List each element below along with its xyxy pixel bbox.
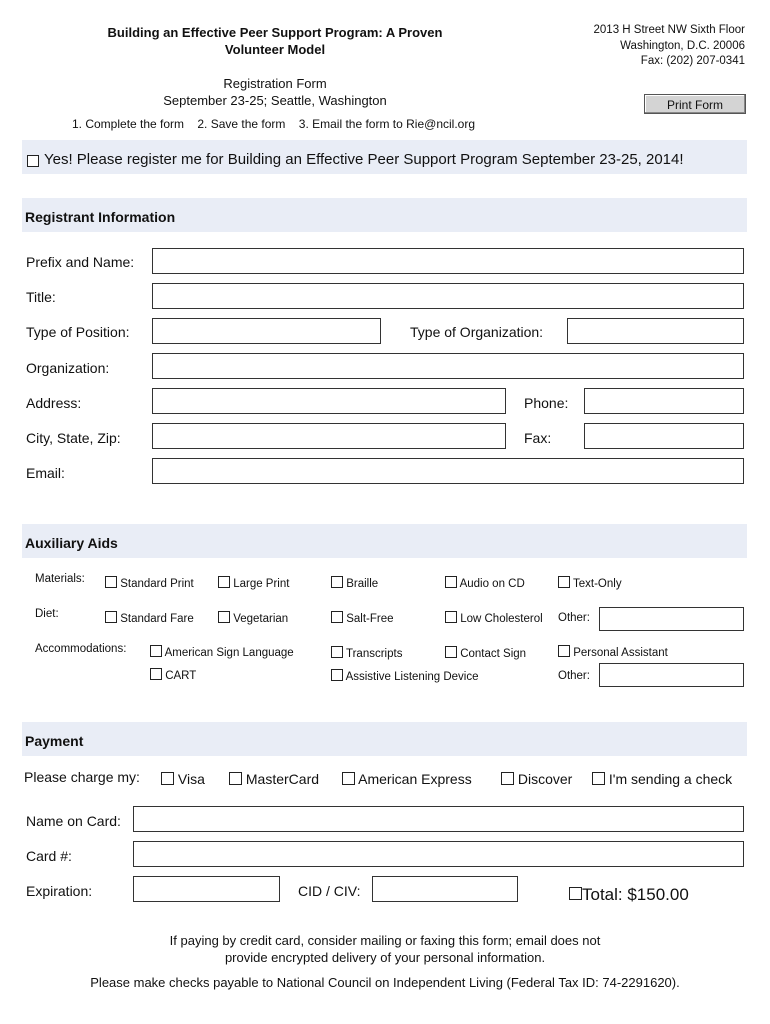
option-label: American Sign Language <box>164 647 294 659</box>
address-line-2: Washington, D.C. 20006 <box>620 39 745 52</box>
accommodations-label: Accommodations: <box>35 643 127 655</box>
card-number-label: Card #: <box>26 848 72 864</box>
prefix-name-field[interactable] <box>152 248 744 274</box>
event-title-line-1: Building an Effective Peer Support Program: A Proven <box>107 25 443 40</box>
checkbox[interactable] <box>105 576 117 588</box>
name-on-card-field[interactable] <box>133 806 744 832</box>
option-label: Text-Only <box>573 578 622 590</box>
diet-option[interactable] <box>105 611 194 625</box>
option-label: Braille <box>346 578 379 590</box>
payment-band <box>22 722 747 756</box>
material-option[interactable] <box>105 576 194 590</box>
expiration-label: Expiration: <box>26 883 93 899</box>
total-option[interactable] <box>569 885 689 905</box>
option-label: Large Print <box>233 578 290 590</box>
diet-other-field[interactable] <box>599 607 744 631</box>
material-option[interactable] <box>445 576 525 590</box>
position-field[interactable] <box>152 318 381 344</box>
address-field[interactable] <box>152 388 506 414</box>
option-label: Transcripts <box>346 648 403 660</box>
event-title-line-2: Volunteer Model <box>224 42 326 57</box>
title-field[interactable] <box>152 283 744 309</box>
diet-other-label: Other: <box>558 612 590 624</box>
material-option[interactable] <box>331 576 378 590</box>
checks-payable-note: Please make checks payable to National Council on Independent Living (Federal Tax ID: 74-2291620). <box>90 975 680 990</box>
option-label: MasterCard <box>245 771 320 787</box>
option-label: Standard Fare <box>120 613 194 625</box>
event-date-location: September 23-25; Seattle, Washington <box>163 93 387 108</box>
org-type-label: Type of Organization: <box>410 324 544 340</box>
diet-option[interactable] <box>218 611 288 625</box>
card-number-field[interactable] <box>133 841 744 867</box>
charge-label: Please charge my: <box>24 769 140 785</box>
diet-option[interactable] <box>445 611 543 625</box>
checkbox[interactable] <box>445 611 457 623</box>
expiration-field[interactable] <box>133 876 280 902</box>
form-instructions: 1. Complete the form 2. Save the form 3. Email the form to Rie@ncil.org <box>72 117 476 131</box>
checkbox[interactable] <box>592 772 605 785</box>
fax-label: Fax: <box>524 430 552 446</box>
payment-option-check[interactable] <box>592 771 732 787</box>
checkbox[interactable] <box>218 611 230 623</box>
option-label: Low Cholesterol <box>460 613 543 625</box>
note-line-1: If paying by credit card, consider mailing or faxing this form; email does not <box>169 933 601 948</box>
accommodation-option[interactable] <box>331 646 402 660</box>
option-label: Personal Assistant <box>573 647 668 659</box>
material-option[interactable] <box>218 576 289 590</box>
checkbox[interactable] <box>331 576 343 588</box>
city-label: City, State, Zip: <box>26 430 121 446</box>
checkbox[interactable] <box>105 611 117 623</box>
address-label: Address: <box>26 395 82 411</box>
organization-address <box>594 23 745 70</box>
accommodation-option[interactable] <box>150 645 294 659</box>
note-line-2: provide encrypted delivery of your personal information. <box>224 950 546 965</box>
payment-option-amex[interactable] <box>342 771 472 787</box>
option-label: Contact Sign <box>460 648 527 660</box>
name-on-card-label: Name on Card: <box>26 813 121 829</box>
checkbox[interactable] <box>331 646 343 658</box>
email-label: Email: <box>26 465 65 481</box>
total-amount: Total: $150.00 <box>582 885 689 904</box>
registrant-heading: Registrant Information <box>25 209 176 225</box>
accommodation-option[interactable] <box>445 646 526 660</box>
checkbox[interactable] <box>445 576 457 588</box>
option-label: I'm sending a check <box>608 771 733 787</box>
checkbox[interactable] <box>218 576 230 588</box>
checkbox[interactable] <box>445 646 457 658</box>
checkbox[interactable] <box>331 669 343 681</box>
aux-heading: Auxiliary Aids <box>25 535 118 551</box>
credit-card-note <box>60 932 710 966</box>
aux-band <box>22 524 747 558</box>
organization-label: Organization: <box>26 360 110 376</box>
payment-option-visa[interactable] <box>161 771 205 787</box>
payment-option-discover[interactable] <box>501 771 572 787</box>
payment-option-mastercard[interactable] <box>229 771 319 787</box>
accommodation-option[interactable] <box>558 645 668 659</box>
phone-field[interactable] <box>584 388 744 414</box>
checkbox[interactable] <box>342 772 355 785</box>
prefix-name-label: Prefix and Name: <box>26 254 135 270</box>
register-label: Yes! Please register me for Building an Effective Peer Support Program September 23-25, 2014! <box>44 151 684 168</box>
register-checkbox[interactable] <box>27 155 39 167</box>
form-name: Registration Form <box>223 76 327 91</box>
org-type-field[interactable] <box>567 318 744 344</box>
fax-field[interactable] <box>584 423 744 449</box>
event-title <box>60 24 490 58</box>
checkbox[interactable] <box>150 645 162 657</box>
checkbox[interactable] <box>558 576 570 588</box>
accommodation-option[interactable] <box>150 668 196 682</box>
position-label: Type of Position: <box>26 324 130 340</box>
checkbox[interactable] <box>558 645 570 657</box>
address-fax: Fax: (202) 207-0341 <box>640 55 745 67</box>
option-label: Assistive Listening Device <box>345 671 479 683</box>
phone-label: Phone: <box>524 395 569 411</box>
checkbox[interactable] <box>569 887 582 900</box>
email-field[interactable] <box>152 458 744 484</box>
register-checkbox-wrap <box>27 152 39 170</box>
option-label: American Express <box>358 771 472 787</box>
diet-option[interactable] <box>331 611 394 625</box>
accommodation-other-label: Other: <box>558 670 590 682</box>
checkbox[interactable] <box>229 772 242 785</box>
cid-label: CID / CIV: <box>298 883 361 899</box>
form-subtitle <box>60 75 490 109</box>
material-option[interactable] <box>558 576 622 590</box>
materials-label: Materials: <box>35 573 85 585</box>
option-label: Visa <box>177 771 205 787</box>
organization-field[interactable] <box>152 353 744 379</box>
diet-label: Diet: <box>35 608 59 620</box>
option-label: Standard Print <box>120 578 194 590</box>
accommodation-other-field[interactable] <box>599 663 744 687</box>
checkbox[interactable] <box>331 611 343 623</box>
option-label: CART <box>165 670 197 682</box>
title-label: Title: <box>26 289 56 305</box>
option-label: Vegetarian <box>233 613 289 625</box>
option-label: Salt-Free <box>346 613 394 625</box>
checkbox[interactable] <box>161 772 174 785</box>
address-line-1: 2013 H Street NW Sixth Floor <box>593 24 745 36</box>
checkbox[interactable] <box>150 668 162 680</box>
city-field[interactable] <box>152 423 506 449</box>
option-label: Audio on CD <box>459 578 525 590</box>
payment-heading: Payment <box>25 733 84 749</box>
cid-field[interactable] <box>372 876 518 902</box>
checkbox[interactable] <box>501 772 514 785</box>
accommodation-option[interactable] <box>331 669 479 683</box>
option-label: Discover <box>517 771 573 787</box>
print-form-button[interactable]: Print Form <box>644 94 746 114</box>
